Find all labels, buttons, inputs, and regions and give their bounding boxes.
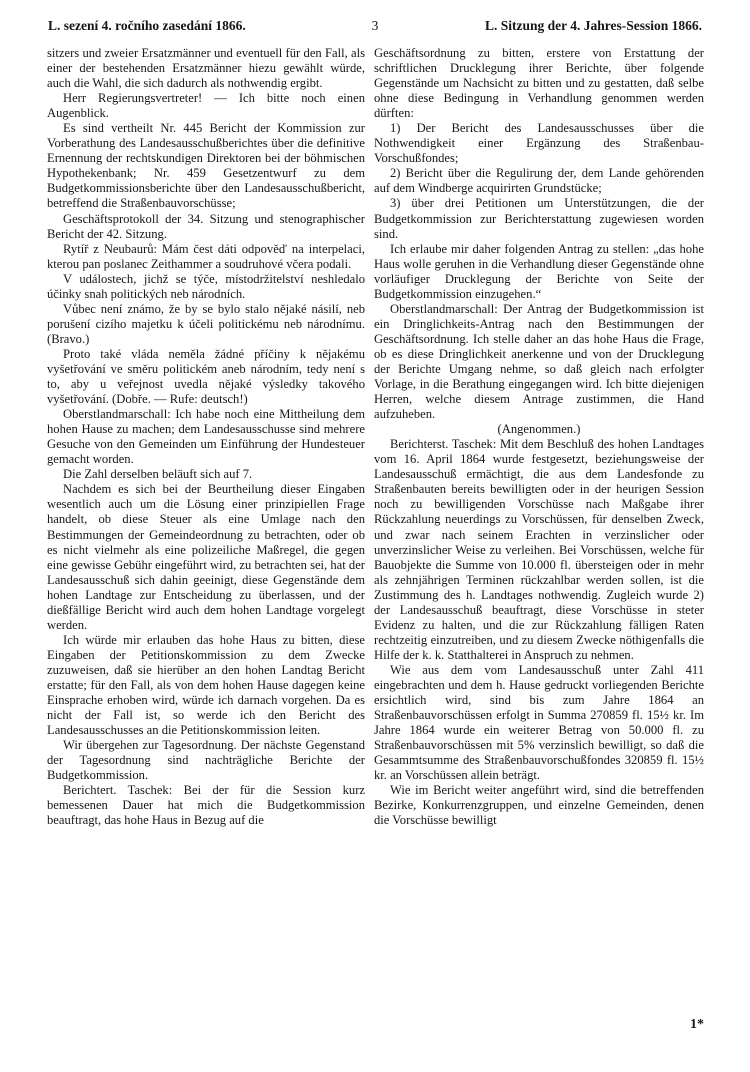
paragraph: Proto také vláda neměla žádné příčiny k nějakému vyšetřování ve směru politickém aneb národním, tedy není s to, aby u veřejnost uvedla nějaké výsledky takového vyšetřování. (Dobře. — Rufe: deutsch!) [47, 346, 365, 407]
paragraph: Rytíř z Neubaurů: Mám čest dáti odpověď na interpelaci, kterou pan poslanec Zeithammer a soudruhové včera podali. [47, 241, 365, 271]
paragraph: Berichtert. Taschek: Bei der für die Session kurz bemessenen Dauer hat mich die Budgetkommission beauftragt, das hohe Haus in Bezug auf die [47, 783, 365, 828]
right-text-column [374, 46, 704, 828]
paragraph: Herr Regierungsvertreter! — Ich bitte noch einen Augenblick. [47, 91, 365, 121]
paragraph: V událostech, jichž se týče, místodržitelství neshledalo účinky snah politických neb národních. [47, 271, 365, 301]
page-number: 3 [371, 18, 379, 33]
paragraph: Geschäftsordnung zu bitten, erstere von Erstattung der schriftlichen Drucklegung ihrer Berichte, über folgende Gegenstände um Nachsicht zu bitten und zu gestatten, daß selbe ohne diese Bedingung in Verhandlung genommen werden dürften: [374, 46, 704, 121]
paragraph: Die Zahl derselben beläuft sich auf 7. [63, 467, 253, 482]
paragraph: Es sind vertheilt Nr. 445 Bericht der Kommission zur Vorberathung des Landesausschußberichtes über die definitive Ernennung der rechtskundigen Direktoren bei der böhmischen Hypothekenbank; Nr. 459 Gesetzentwurf zu dem Budgetkommissionsberichte über den Landesausschußbericht, betreffend die Straßenbauvorschüsse; [47, 121, 365, 211]
paragraph: Oberstlandmarschall: Ich habe noch eine Mittheilung dem hohen Hause zu machen; dem Landesausschusse sind mehrere Gesuche von den Gemeinden um Einführung der Hundesteuer gemacht worden. [47, 407, 365, 467]
header-czech-title: L. sezení 4. ročního zasedání 1866. [48, 18, 246, 33]
signature-mark: 1* [690, 1017, 704, 1032]
paragraph: (Angenommen.) [497, 422, 581, 437]
paragraph: Wir übergehen zur Tagesordnung. Der nächste Gegenstand der Tagesordnung sind nachträgliche Berichte der Budgetkommission. [47, 738, 365, 783]
paragraph: Wie im Bericht weiter angeführt wird, sind die betreffenden Bezirke, Konkurrenzgruppen, und einzelne Gemeinden, denen die Vorschüsse bewilligt [374, 783, 704, 828]
paragraph: 1) Der Bericht des Landesausschusses über die Nothwendigkeit einer Ergänzung des Straßenbau-Vorschußfondes; [374, 121, 704, 166]
paragraph: Oberstlandmarschall: Der Antrag der Budgetkommission ist ein Dringlichkeits-Antrag nach den Bestimmungen der Geschäftsordnung. Ich stelle daher an das hohe Haus die Frage, ob es diese Dringlichkeit anerkenne und von der Drucklegung der Berichte Umgang nehme, so daß gleich nach erfolgter Vorlage, in die Berathung eingegangen wird. Ich bitte diejenigen Herren, welche diesem Antrage zustimmen, die Hand aufzuheben. [374, 301, 704, 422]
paragraph: 2) Bericht über die Regulirung der, dem Lande gehörenden auf dem Windberge acquirirten Grundstücke; [374, 166, 704, 196]
left-text-column [47, 46, 365, 828]
paragraph: 3) über drei Petitionen um Unterstützungen, die der Budgetkommission zur Berichterstattung zugewiesen worden sind. [374, 196, 704, 241]
paragraph: Nachdem es sich bei der Beurtheilung dieser Eingaben wesentlich auch um die Lösung einer prinzipiellen Frage handelt, ob diese Steuer als eine Umlage nach den Bestimmungen der Gemeindeordnung zu betrachten, oder ob es nicht vielmehr als eine polizeiliche Maßregel, die gegen eine gewisse Gebühr eingeführt wird, zu betrachten sei, hat der Landesausschuß sich dahin geeinigt, diese Gegenstände dem hohen Landtage zur Entscheidung zu überlassen, und der dießfällige Bericht wird auch dem hohen Landtage vorgelegt werden. [47, 482, 365, 632]
paragraph: Vůbec není známo, že by se bylo stalo nějaké násilí, neb porušení cizího majetku k účeli politickému neb národnímu. (Bravo.) [47, 301, 365, 346]
paragraph: Geschäftsprotokoll der 34. Sitzung und stenographischer Bericht der 42. Sitzung. [47, 211, 365, 241]
paragraph: sitzers und zweier Ersatzmänner und eventuell für den Fall, als einer der bestehenden Ersatzmänner hiezu gewählt würde, auch die Wahl, die sich dadurch als nothwendig ergibt. [47, 46, 365, 91]
paragraph: Ich würde mir erlauben das hohe Haus zu bitten, diese Eingaben der Petitionskommission zu dem Zwecke zuzuweisen, daß sie hierüber an den hohen Landtag Bericht erstatte; für den Fall, als von dem hohen Hause dagegen keine Einsprache erhoben wird, würde ich darnach vorgehen. Da es nicht der Fall ist, so werde ich den Bericht des Landesausschusses an die Petitionskommission leiten. [47, 632, 365, 738]
running-header [48, 18, 702, 38]
paragraph: Wie aus dem vom Landesausschuß unter Zahl 411 eingebrachten und dem h. Hause gedruckt vorliegenden Berichte ersichtlich wird, sind bis zum Jahre 1864 an Straßenbauvorschüssen erfolgt in Summa 270859 fl. 15½ kr. Im Jahre 1864 wurde ein weiterer Betrag von 50.000 fl. zu Straßenbauvorschüssen mit 5% verzinslich bewilligt, so daß die Gesammtsumme des Straßenbauvorschußfondes 320859 fl. 15½ kr. an Vorschüssen allein beträgt. [374, 662, 704, 783]
paragraph: Ich erlaube mir daher folgenden Antrag zu stellen: „das hohe Haus wolle geruhen in die Verhandlung dieser Gegenstände ohne vorläufiger Drucklegung der Berichte von Seite der Budgetkommission einzugehen.“ [374, 241, 704, 301]
header-german-title: L. Sitzung der 4. Jahres-Session 1866. [484, 18, 702, 33]
paragraph: Berichterst. Taschek: Mit dem Beschluß des hohen Landtages vom 16. April 1864 wurde festgesetzt, beziehungsweise der Landesausschuß ermächtigt, die aus dem Landesfonde zu Straßenbauten bereits bewilligten oder in der heurigen Session noch zu bewilligenden Vorschüsse nach Maßgabe ihrer Rückzahlung neuerdings zu Vorschüssen, für denselben Zweck, und zwar nach seinem Erachten in verzinslicher oder unverzinslicher Weise zu verleihen. Bei Vorschüssen, welche für Bauobjekte die Summe von 10.000 fl. übersteigen oder in mehr als zehnjährigen Terminen rückzahlbar werden sollen, ist die Zustimmung des h. Landtages nothwendig. Zugleich wurde 2) der Landesausschuß beauftragt, diese Vorschüsse in steter Evidenz zu halten, und die zur Rückzahlung fälligen Raten rechtzeitig einzutreiben, und zu diesem Zwecke nöthigenfalls die Hilfe der k. k. Statthalterei in Anspruch zu nehmen. [374, 437, 704, 662]
